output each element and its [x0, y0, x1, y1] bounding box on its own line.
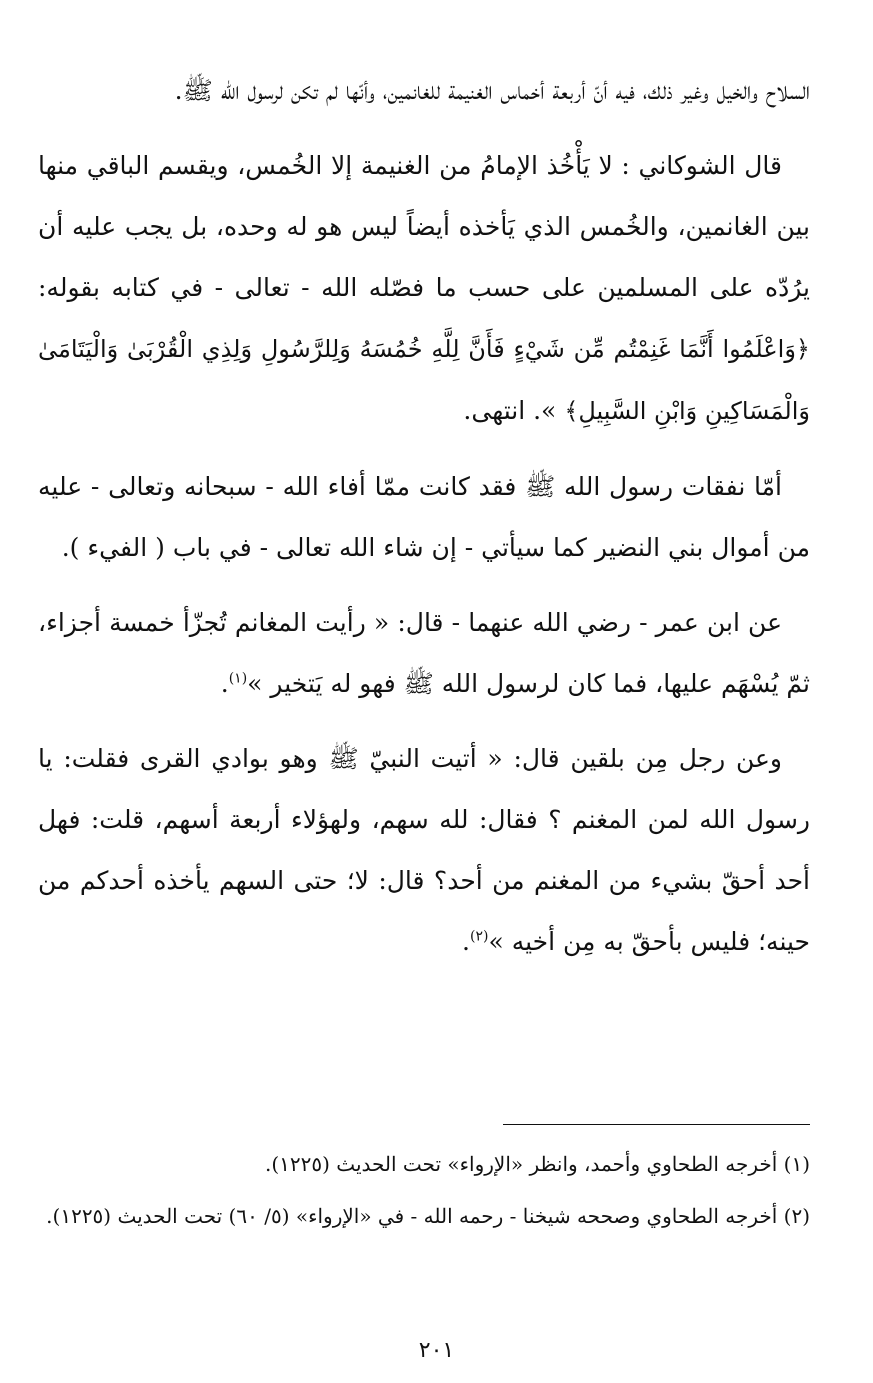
paragraph-3: [38, 456, 810, 578]
footnote-ref-1[interactable]: (١): [228, 670, 248, 687]
paragraph-2: [38, 135, 810, 442]
footnote-ref-2[interactable]: (٢): [470, 928, 489, 945]
paragraph-4: [38, 592, 810, 714]
paragraph-1: [38, 60, 810, 121]
main-text: [38, 60, 810, 986]
footnote-divider: [503, 1124, 810, 1125]
footnote-2: (٢) أخرجه الطحاوي وصححه شيخنا - رحمه الله - في «الإرواء» (٥/ ٦٠) تحت الحديث (١٢٢٥).: [46, 1204, 810, 1228]
paragraph-5: [38, 728, 810, 972]
paragraph-5-text: وعن رجل مِن بلقين قال: « أتيت النبيّ ﷺ وهو بوادي القرى فقلت: يا رسول الله لمن المغنم ؟ فقال: لله سهم، ولهؤلاء أربعة أسهم، قلت: فهل أحد أحقّ بشيء من المغنم من أحد؟ قال: لا؛ حتى السهم يأخذه أحدكم من حينه؛ فليس بأحقّ به مِن أخيه »: [38, 744, 810, 956]
paragraph-2-tail: ». انتهى.: [463, 396, 565, 425]
quran-verse: ﴿وَاعْلَمُوا أَنَّمَا غَنِمْتُم مِّن شَيْءٍ فَأَنَّ لِلَّهِ خُمُسَهُ وَلِلرَّسُولِ وَلِذِي الْقُرْبَىٰ وَالْيَتَامَىٰ وَالْمَسَاكِينِ وَابْنِ السَّبِيلِ﴾: [38, 335, 810, 425]
paragraph-2-text: قال الشوكاني : لا يَأْخُذ الإمامُ من الغنيمة إلا الخُمس، ويقسم الباقي منها بين الغانمين، والخُمس الذي يَأخذه أيضاً ليس هو له وحده، بل يجب عليه أن يرُدّه على المسلمين على حسب ما فصّله الله - تعالى - في كتابه بقوله:: [38, 151, 810, 302]
paragraph-4-tail: .: [220, 669, 229, 698]
page-number: ٢٠١: [418, 1338, 455, 1363]
paragraph-5-tail: .: [462, 927, 470, 956]
footnote-1: (١) أخرجه الطحاوي وأحمد، وانظر «الإرواء» تحت الحديث (١٢٢٥).: [265, 1152, 810, 1176]
paragraph-3-text: أمّا نفقات رسول الله ﷺ فقد كانت ممّا أفاء الله - سبحانه وتعالى - عليه من أموال بني النضير كما سيأتي - إن شاء الله تعالى - في باب ( الفيء ).: [38, 472, 810, 562]
paragraph-4-text: عن ابن عمر - رضي الله عنهما - قال: « رأيت المغانم تُجزّأ خمسة أجزاء، ثمّ يُسْهَم عليها، فما كان لرسول الله ﷺ فهو له يَتخير »: [38, 608, 810, 698]
footnotes: [34, 1138, 810, 1242]
paragraph-1-text: السلاح والخيل وغير ذلك، فيه أنّ أربعة أخماس الغنيمة للغانمين، وأنّها لم تكن لرسول الله ﷺ.: [174, 76, 810, 105]
